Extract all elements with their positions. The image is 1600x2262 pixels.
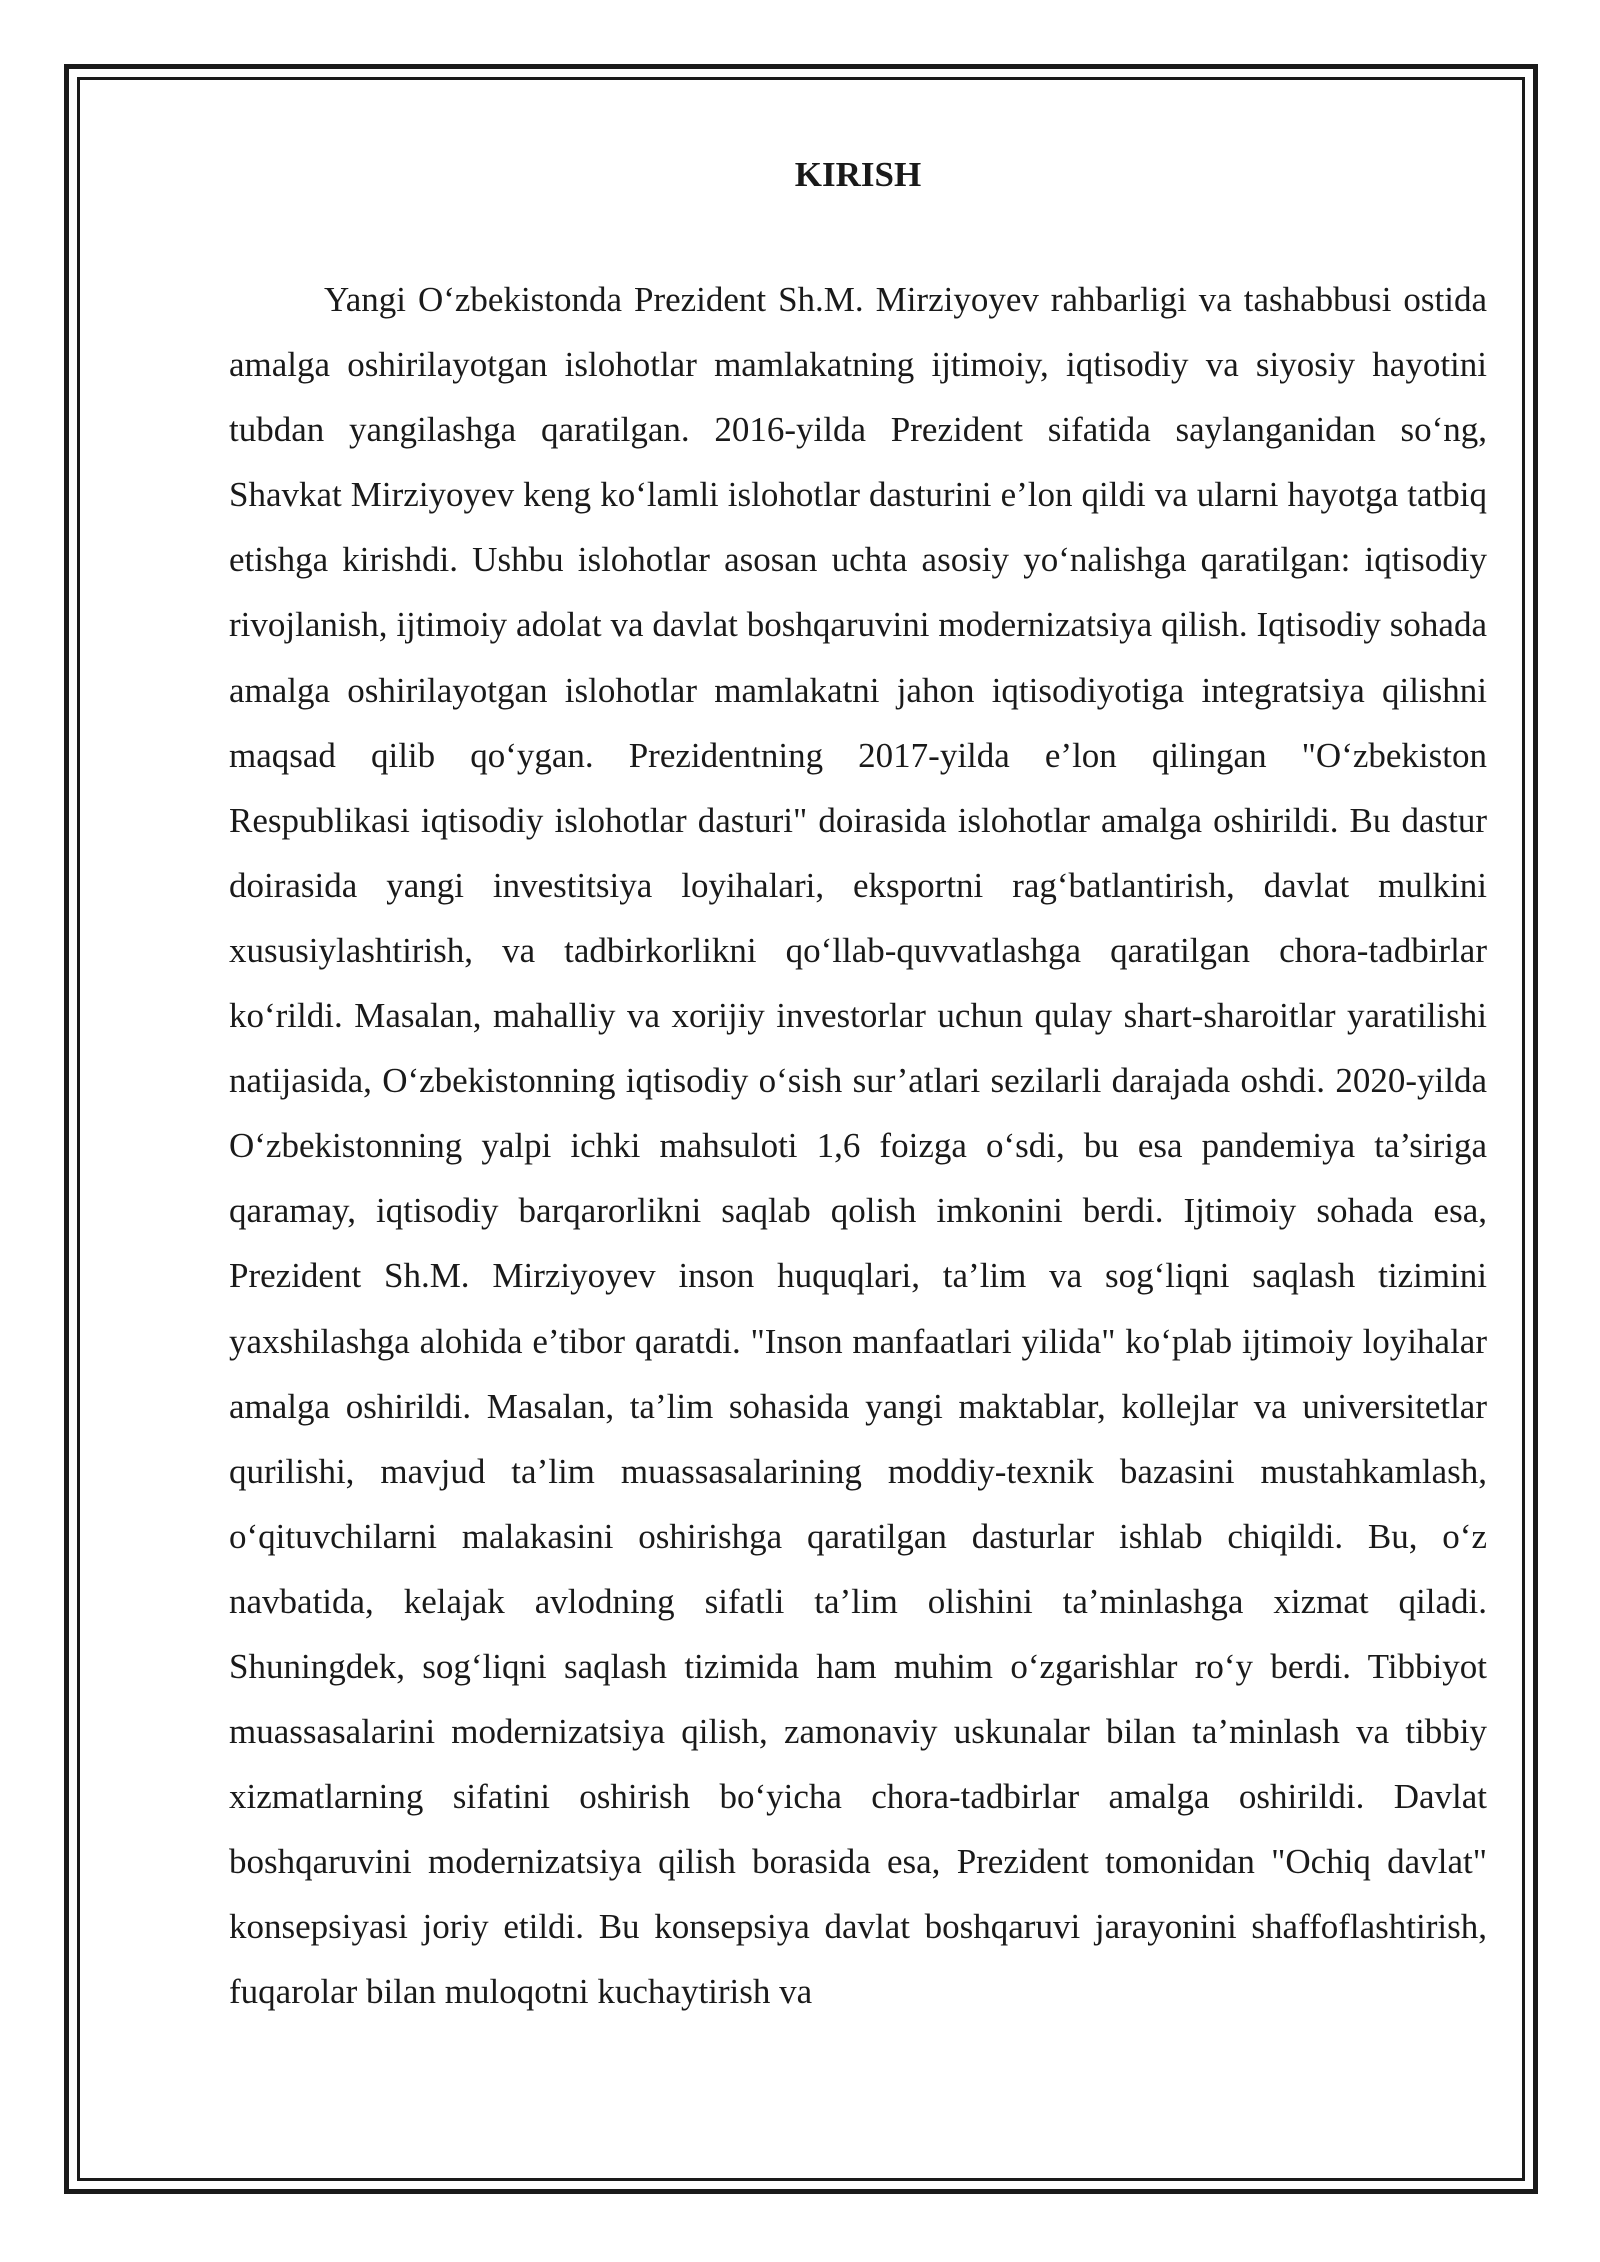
body-paragraph: Yangi O‘zbekistonda Prezident Sh.M. Mirziyoyev rahbarligi va tashabbusi ostida amalga oshirilayotgan islohotlar mamlakatning ijtimoiy, iqtisodiy va siyosiy hayotini tubdan yangilashga qaratilgan. 2016-yilda Prezident sifatida saylanganidan so‘ng, Shavkat Mirziyoyev keng ko‘lamli islohotlar dasturini e’lon qildi va ularni hayotga tatbiq etishga kirishdi. Ushbu islohotlar asosan uchta asosiy yo‘nalishga qaratilgan: iqtisodiy rivojlanish, ijtimoiy adolat va davlat boshqaruvini modernizatsiya qilish. Iqtisodiy sohada amalga oshirilayotgan islohotlar mamlakatni jahon iqtisodiyotiga integratsiya qilishni maqsad qilib qo‘ygan. Prezidentning 2017-yilda e’lon qilingan "O‘zbekiston Respublikasi iqtisodiy islohotlar dasturi" doirasida islohotlar amalga oshirildi. Bu dastur doirasida yangi investitsiya loyihalari, eksportni rag‘batlantirish, davlat mulkini xususiylashtirish, va tadbirkorlikni qo‘llab-quvvatlashga qaratilgan chora-tadbirlar ko‘rildi. Masalan, mahalliy va xorijiy investorlar uchun qulay shart-sharoitlar yaratilishi natijasida, O‘zbekistonning iqtisodiy o‘sish sur’atlari sezilarli darajada oshdi. 2020-yilda O‘zbekistonning yalpi ichki mahsuloti 1,6 foizga o‘sdi, bu esa pandemiya ta’siriga qaramay, iqtisodiy barqarorlikni saqlab qolish imkonini berdi. Ijtimoiy sohada esa, Prezident Sh.M. Mirziyoyev inson huquqlari, ta’lim va sog‘liqni saqlash tizimini yaxshilashga alohida e’tibor qaratdi. "Inson manfaatlari yilida" ko‘plab ijtimoiy loyihalar amalga oshirildi. Masalan, ta’lim sohasida yangi maktablar, kollejlar va universitetlar qurilishi, mavjud ta’lim muassasalarining moddiy-texnik bazasini mustahkamlash, o‘qituvchilarni malakasini oshirishga qaratilgan dasturlar ishlab chiqildi. Bu, o‘z navbatida, kelajak avlodning sifatli ta’lim olishini ta’minlashga xizmat qiladi. Shuningdek, sog‘liqni saqlash tizimida ham muhim o‘zgarishlar ro‘y berdi. Tibbiyot muassasalarini modernizatsiya qilish, zamonaviy uskunalar bilan ta’minlash va tibbiy xizmatlarning sifatini oshirish bo‘yicha chora-tadbirlar amalga oshirildi. Davlat boshqaruvini modernizatsiya qilish borasida esa, Prezident tomonidan "Ochiq davlat" konsepsiyasi joriy etildi. Bu konsepsiya davlat boshqaruvi jarayonini shaffoflashtirish, fuqarolar bilan muloqotni kuchaytirish va xyxy=(229,280,1487,2012)
document-content xyxy=(229,150,1487,2025)
page-title: KIRISH xyxy=(794,155,922,194)
